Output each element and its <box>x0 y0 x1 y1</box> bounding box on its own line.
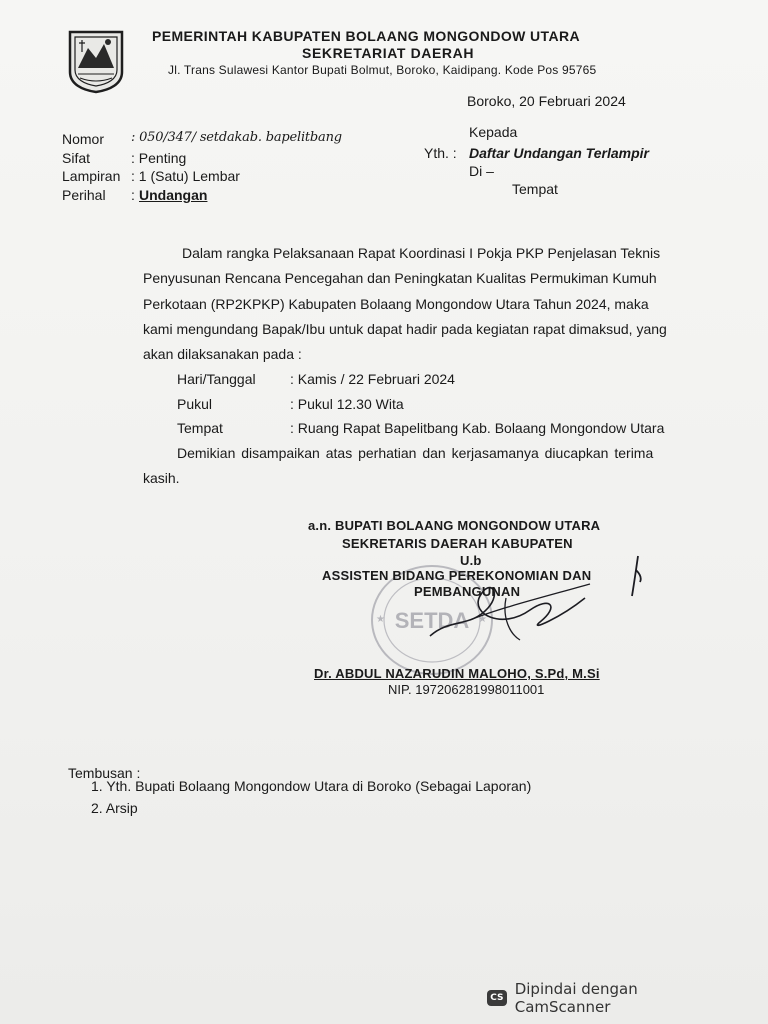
tempat-value: : Ruang Rapat Bapelitbang Kab. Bolaang Mongondow Utara <box>290 420 665 436</box>
recipient-place: Tempat <box>512 181 558 197</box>
tempat-label: Tempat <box>177 420 223 436</box>
sifat-label: Sifat <box>62 150 91 166</box>
closing-line-1: Demikian disampaikan atas perhatian dan kerjasamanya diucapkan terima <box>177 445 654 461</box>
regency-crest-logo <box>64 28 128 94</box>
signature-line-1: a.n. BUPATI BOLAANG MONGONDOW UTARA <box>308 518 601 533</box>
letterhead-office-name: SEKRETARIAT DAERAH <box>302 45 475 61</box>
body-line-3: Perkotaan (RP2KPKP) Kabupaten Bolaang Mongondow Utara Tahun 2024, maka <box>143 296 649 312</box>
handwritten-signature <box>410 548 650 658</box>
hari-value: : Kamis / 22 Februari 2024 <box>290 371 455 387</box>
signature-line-3: U.b <box>460 553 482 568</box>
sifat-value: : Penting <box>131 150 187 166</box>
body-line-1: Dalam rangka Pelaksanaan Rapat Koordinasi I Pokja PKP Penjelasan Teknis <box>182 245 661 261</box>
kepada-label: Kepada <box>469 124 518 140</box>
body-line-4: kami mengundang Bapak/Ibu untuk dapat hadir pada kegiatan rapat dimaksud, yang <box>143 321 667 337</box>
signature-line-2: SEKRETARIS DAERAH KABUPATEN <box>342 536 573 551</box>
camscanner-text: Dipindai dengan CamScanner <box>514 980 638 1016</box>
svg-text:★: ★ <box>376 614 385 625</box>
closing-line-2: kasih. <box>143 470 180 486</box>
hari-label: Hari/Tanggal <box>177 371 256 387</box>
signature-line-5: PEMBANGUNAN <box>414 584 521 599</box>
tembusan-title: Tembusan : <box>68 765 141 781</box>
perihal-colon: : <box>131 187 135 203</box>
recipient-name: Daftar Undangan Terlampir <box>469 145 649 161</box>
signature-line-4: ASSISTEN BIDANG PEREKONOMIAN DAN <box>322 568 592 583</box>
pukul-label: Pukul <box>177 396 213 412</box>
nomor-label: Nomor <box>62 131 105 147</box>
signatory-nip: NIP. 197206281998011001 <box>388 682 545 697</box>
yth-label: Yth. : <box>424 145 457 161</box>
tembusan-item-1: 1. Yth. Bupati Bolaang Mongondow Utara di Boroko (Sebagai Laporan) <box>91 778 532 794</box>
body-line-2: Penyusunan Rencana Pencegahan dan Peningkatan Kualitas Permukiman Kumuh <box>143 270 657 286</box>
camscanner-icon: CS <box>487 990 507 1006</box>
letterhead-address: Jl. Trans Sulawesi Kantor Bupati Bolmut, Boroko, Kaidipang. Kode Pos 95765 <box>168 63 597 77</box>
svg-text:★: ★ <box>478 614 487 625</box>
body-line-5: akan dilaksanakan pada : <box>143 346 302 362</box>
perihal-value: Undangan <box>139 187 208 203</box>
signatory-name: Dr. ABDUL NAZARUDIN MALOHO, S.Pd, M.Si <box>314 666 600 681</box>
lampiran-label: Lampiran <box>62 168 121 184</box>
camscanner-watermark <box>487 980 735 1016</box>
perihal-label: Perihal <box>62 187 106 203</box>
di-label: Di – <box>469 163 494 179</box>
tembusan-item-2: 2. Arsip <box>91 800 138 816</box>
pukul-value: : Pukul 12.30 Wita <box>290 396 404 412</box>
letterhead-government-name: PEMERINTAH KABUPATEN BOLAANG MONGONDOW UTARA <box>152 28 580 44</box>
lampiran-value: : 1 (Satu) Lembar <box>131 168 240 184</box>
stamp-text: SETDA <box>394 608 470 633</box>
letter-date: Boroko, 20 Februari 2024 <box>467 93 626 109</box>
nomor-value: : 050/347/ setdakab. bapelitbang <box>131 130 342 145</box>
